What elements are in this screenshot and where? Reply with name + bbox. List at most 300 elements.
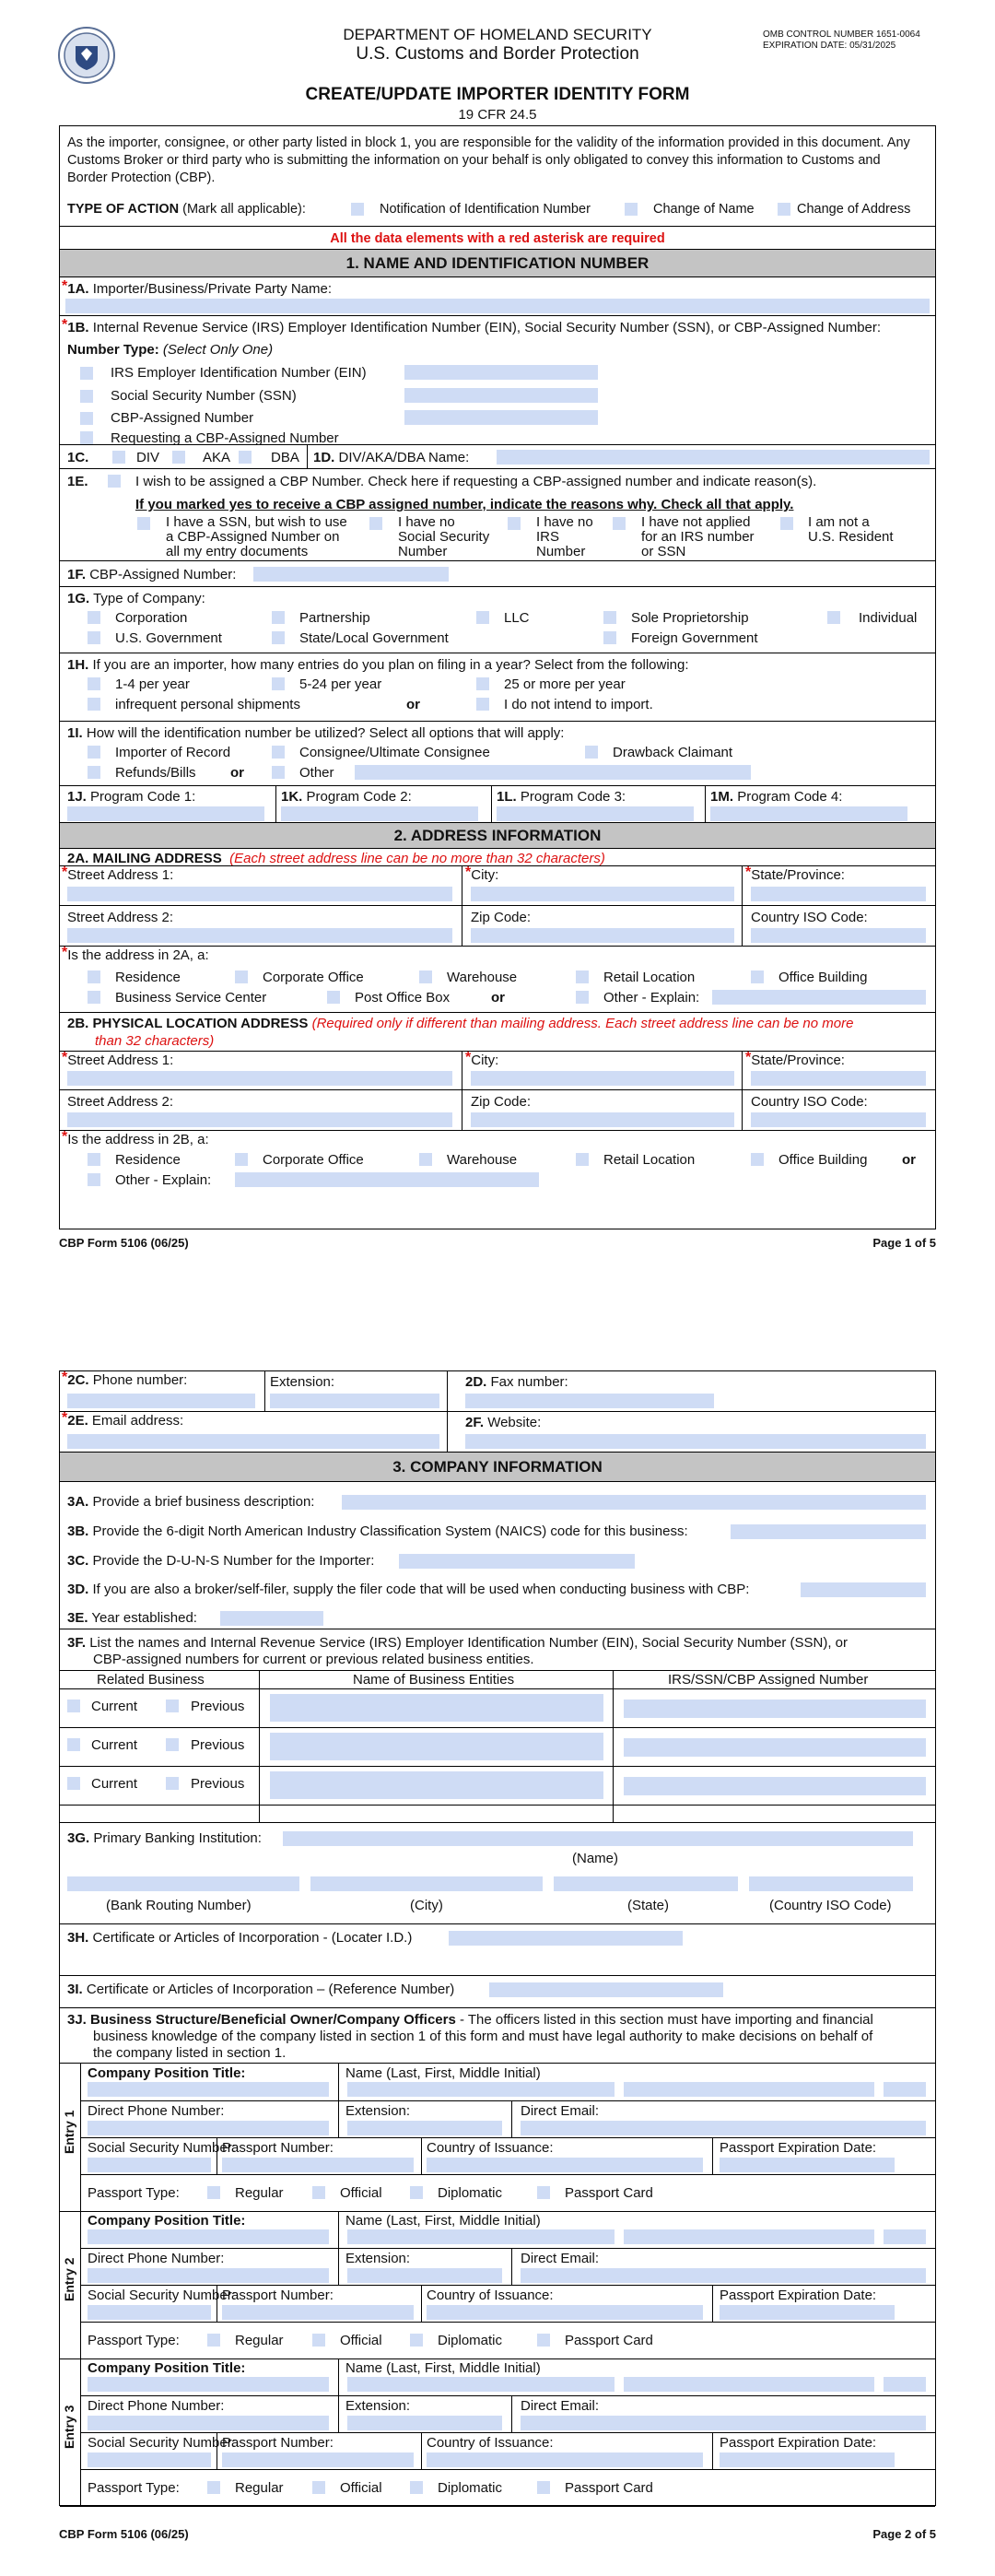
page-number-footer: Page 1 of 5	[872, 1236, 936, 1250]
row-2a-street1	[60, 865, 935, 906]
previous-label: Previous	[191, 1737, 245, 1753]
divider	[275, 786, 276, 823]
partnership-checkbox[interactable]	[272, 611, 285, 624]
current-label: Current	[91, 1699, 138, 1714]
direct-phone-input[interactable]	[88, 2121, 329, 2135]
city-caption: (City)	[410, 1898, 443, 1913]
action-notification-checkbox[interactable]	[351, 203, 364, 216]
divider	[338, 2064, 339, 2100]
other-usage-checkbox[interactable]	[272, 766, 285, 779]
direct-email-input[interactable]	[521, 2268, 926, 2283]
mailing-zip-input[interactable]	[471, 928, 734, 943]
passport-diplomatic-label: Diplomatic	[438, 2480, 503, 2496]
passport-regular-checkbox[interactable]	[207, 2186, 220, 2199]
reason-no-irs-label: I have no IRS Number	[536, 514, 593, 560]
website-input[interactable]	[465, 1434, 926, 1449]
consignee-checkbox[interactable]	[272, 746, 285, 759]
business-id-input[interactable]	[624, 1777, 926, 1795]
2b-residence-label: Residence	[115, 1152, 181, 1168]
street2-label: Street Address 2:	[67, 1094, 174, 1110]
importer-of-record-checkbox[interactable]	[88, 746, 100, 759]
page-1	[0, 0, 995, 1272]
divider	[742, 1090, 743, 1131]
col-id-number: IRS/SSN/CBP Assigned Number	[668, 1672, 869, 1688]
label-1m: 1M. Program Code 4:	[710, 789, 843, 805]
label-3e: 3E. Year established:	[67, 1610, 197, 1626]
passport-official-checkbox[interactable]	[312, 2186, 325, 2199]
passport-expiration-label: Passport Expiration Date:	[720, 2288, 877, 2303]
drawback-claimant-label: Drawback Claimant	[613, 745, 733, 760]
mailing-address-heading: 2A. MAILING ADDRESS (Each street address line can be no more than 32 characters)	[67, 851, 605, 866]
previous-checkbox[interactable]	[166, 1777, 179, 1790]
foreign-government-checkbox[interactable]	[603, 631, 616, 644]
divider	[742, 866, 743, 907]
drawback-claimant-checkbox[interactable]	[585, 746, 598, 759]
bank-routing-input[interactable]	[67, 1876, 299, 1891]
filer-code-input[interactable]	[801, 1582, 926, 1597]
2a-corporate-office-checkbox[interactable]	[235, 970, 248, 983]
or-text: or	[230, 765, 244, 781]
row-2b-street1	[60, 1052, 935, 1090]
divider	[712, 2285, 713, 2322]
label-1l: 1L. Program Code 3:	[497, 789, 626, 805]
current-checkbox[interactable]	[67, 1738, 80, 1751]
iso-label: Country ISO Code:	[751, 1094, 868, 1110]
business-name-input[interactable]	[270, 1771, 603, 1799]
country-issuance-input[interactable]	[427, 2452, 703, 2467]
label-3a: 3A. Provide a brief business description:	[67, 1494, 315, 1510]
mailing-street1-input[interactable]	[67, 887, 452, 901]
cbp-number-input[interactable]	[404, 410, 598, 425]
divider	[60, 1688, 935, 1689]
officer-entry-3	[60, 2358, 935, 2507]
physical-iso-input[interactable]	[751, 1112, 926, 1127]
business-name-input[interactable]	[270, 1733, 603, 1760]
label-3f-line2: CBP-assigned numbers for current or previous related business entities.	[93, 1652, 534, 1667]
row-2c-2d	[60, 1371, 935, 1412]
current-checkbox[interactable]	[67, 1700, 80, 1712]
row-2a-heading	[60, 849, 935, 865]
ssn-checkbox[interactable]	[80, 390, 93, 403]
ein-checkbox[interactable]	[80, 367, 93, 380]
email-input[interactable]	[67, 1434, 439, 1449]
entry-label: Entry 2	[62, 2257, 76, 2301]
label-3d: 3D. If you are also a broker/self-filer, supply the filer code that will be used when conducting business with CBP:	[67, 1582, 750, 1597]
2a-business-service-center-checkbox[interactable]	[88, 991, 100, 1004]
bank-state-input[interactable]	[554, 1876, 738, 1891]
passport-diplomatic-checkbox[interactable]	[410, 2481, 423, 2494]
passport-card-label: Passport Card	[565, 2333, 653, 2348]
section1-header: 1. NAME AND IDENTIFICATION NUMBER	[60, 250, 935, 277]
llc-checkbox[interactable]	[476, 611, 489, 624]
other-usage-input[interactable]	[355, 765, 751, 780]
reference-number-input[interactable]	[489, 1982, 723, 1997]
importer-of-record-label: Importer of Record	[115, 745, 231, 760]
passport-card-checkbox[interactable]	[537, 2186, 550, 2199]
ssn-label: Social Security Number (SSN)	[111, 388, 297, 404]
street2-label: Street Address 2:	[67, 910, 174, 925]
physical-address-heading: 2B. PHYSICAL LOCATION ADDRESS (Required only if different than mailing address. Each street address line can be no more	[67, 1016, 854, 1031]
reason-ssn-checkbox[interactable]	[137, 517, 150, 530]
label-3j-line3: the company listed in section 1.	[93, 2045, 287, 2061]
entries-1-4-checkbox[interactable]	[88, 677, 100, 690]
extension-input[interactable]	[270, 1394, 439, 1408]
passport-type-label: Passport Type:	[88, 2333, 180, 2348]
fax-input[interactable]	[465, 1394, 714, 1408]
current-label: Current	[91, 1776, 138, 1792]
state-label: *State/Province:	[745, 865, 845, 883]
corporation-label: Corporation	[115, 610, 188, 626]
reason-not-applied-label: I have not applied for an IRS number or SSN	[641, 514, 755, 560]
label-2e: *2E. Email address:	[62, 1410, 184, 1429]
2a-other-label: Other - Explain:	[603, 990, 700, 1006]
mailing-city-input[interactable]	[471, 887, 734, 901]
physical-address-note: than 32 characters)	[95, 1033, 215, 1049]
row-1f	[60, 561, 935, 587]
direct-phone-input[interactable]	[88, 2268, 329, 2283]
2a-residence-checkbox[interactable]	[88, 970, 100, 983]
business-name-input[interactable]	[270, 1694, 603, 1722]
or-text: or	[902, 1152, 916, 1168]
passport-type-label: Passport Type:	[88, 2480, 180, 2496]
aka-checkbox[interactable]	[172, 451, 185, 464]
passport-expiration-input[interactable]	[720, 2452, 895, 2467]
2b-retail-location-checkbox[interactable]	[576, 1153, 589, 1166]
reason-not-resident-checkbox[interactable]	[780, 517, 793, 530]
label-1d: 1D. DIV/AKA/DBA Name:	[313, 450, 470, 465]
ssn-input[interactable]	[404, 388, 598, 403]
bank-city-input[interactable]	[310, 1876, 543, 1891]
col-business-name: Name of Business Entities	[353, 1672, 515, 1688]
passport-expiration-input[interactable]	[720, 2158, 895, 2172]
divider	[338, 2248, 339, 2285]
position-title-input[interactable]	[88, 2377, 329, 2392]
divider	[60, 1670, 935, 1671]
row-2e-2f	[60, 1412, 935, 1453]
country-issuance-input[interactable]	[427, 2158, 703, 2172]
passport-diplomatic-label: Diplomatic	[438, 2333, 503, 2348]
year-established-input[interactable]	[220, 1611, 323, 1626]
2a-office-building-label: Office Building	[778, 970, 868, 985]
divider	[421, 2285, 422, 2322]
type-of-action-label: TYPE OF ACTION (Mark all applicable):	[67, 202, 306, 217]
2a-warehouse-checkbox[interactable]	[419, 970, 432, 983]
foreign-government-label: Foreign Government	[631, 630, 758, 646]
program-code-3-input[interactable]	[497, 806, 694, 821]
individual-checkbox[interactable]	[827, 611, 840, 624]
previous-checkbox[interactable]	[166, 1738, 179, 1751]
divider	[80, 2100, 935, 2101]
label-1k: 1K. Program Code 2:	[281, 789, 412, 805]
officer-ssn-input[interactable]	[88, 2452, 211, 2467]
locater-id-input[interactable]	[449, 1931, 683, 1946]
refunds-bills-checkbox[interactable]	[88, 766, 100, 779]
divider	[712, 2137, 713, 2174]
label-1j: 1J. Program Code 1:	[67, 789, 196, 805]
passport-diplomatic-label: Diplomatic	[438, 2185, 503, 2201]
current-checkbox[interactable]	[67, 1777, 80, 1790]
divider	[421, 2432, 422, 2469]
iso-caption: (Country ISO Code)	[769, 1898, 892, 1913]
cfr-reference: 19 CFR 24.5	[458, 107, 537, 123]
physical-city-input[interactable]	[471, 1071, 734, 1086]
divider	[447, 1412, 448, 1453]
passport-official-checkbox[interactable]	[312, 2481, 325, 2494]
passport-number-input[interactable]	[222, 2452, 414, 2467]
divider	[338, 2211, 339, 2248]
2b-office-building-checkbox[interactable]	[751, 1153, 764, 1166]
dba-checkbox[interactable]	[239, 451, 252, 464]
ein-label: IRS Employer Identification Number (EIN)	[111, 365, 367, 381]
entries-5-24-checkbox[interactable]	[272, 677, 285, 690]
2b-other-label: Other - Explain:	[115, 1172, 212, 1188]
passport-card-checkbox[interactable]	[537, 2481, 550, 2494]
2b-residence-checkbox[interactable]	[88, 1153, 100, 1166]
direct-email-input[interactable]	[521, 2416, 926, 2430]
program-code-2-input[interactable]	[281, 806, 478, 821]
reason-not-resident-label: I am not a U.S. Resident	[808, 514, 894, 546]
mailing-state-input[interactable]	[751, 887, 926, 901]
physical-zip-input[interactable]	[471, 1112, 734, 1127]
naics-input[interactable]	[731, 1524, 926, 1539]
physical-state-input[interactable]	[751, 1071, 926, 1086]
2a-residence-label: Residence	[115, 970, 181, 985]
direct-email-label: Direct Email:	[521, 2398, 600, 2414]
label-3j: 3J. Business Structure/Beneficial Owner/Company Officers - The officers listed in this section must have importing and financial	[67, 2012, 873, 2028]
direct-email-input[interactable]	[521, 2121, 926, 2135]
other-usage-label: Other	[299, 765, 334, 781]
direct-phone-input[interactable]	[88, 2416, 329, 2430]
action-change-name-label: Change of Name	[653, 202, 755, 217]
2a-retail-location-label: Retail Location	[603, 970, 696, 985]
reason-not-applied-checkbox[interactable]	[613, 517, 626, 530]
llc-label: LLC	[504, 610, 530, 626]
2a-retail-location-checkbox[interactable]	[576, 970, 589, 983]
middle-initial-input[interactable]	[884, 2082, 926, 2097]
cbp-assigned-number-input[interactable]	[253, 567, 449, 582]
request-cbp-checkbox[interactable]	[80, 431, 93, 444]
passport-card-checkbox[interactable]	[537, 2334, 550, 2347]
extension-input[interactable]	[347, 2121, 502, 2135]
divider	[511, 2100, 512, 2137]
divider	[742, 906, 743, 947]
extension-input[interactable]	[347, 2416, 502, 2430]
2a-office-building-checkbox[interactable]	[751, 970, 764, 983]
state-local-government-checkbox[interactable]	[272, 631, 285, 644]
form-number-footer: CBP Form 5106 (06/25)	[59, 1236, 189, 1250]
divider	[60, 1766, 935, 1767]
row-1c-1d	[60, 445, 935, 469]
2b-warehouse-checkbox[interactable]	[419, 1153, 432, 1166]
reason-no-irs-checkbox[interactable]	[508, 517, 521, 530]
us-government-label: U.S. Government	[115, 630, 222, 646]
label-3i: 3I. Certificate or Articles of Incorporation – (Reference Number)	[67, 1982, 455, 1997]
us-government-checkbox[interactable]	[88, 631, 100, 644]
bank-name-caption: (Name)	[572, 1851, 619, 1866]
passport-number-label: Passport Number:	[222, 2140, 334, 2156]
divider	[491, 786, 492, 823]
business-id-input[interactable]	[624, 1700, 926, 1718]
sole-proprietorship-checkbox[interactable]	[603, 611, 616, 624]
sole-proprietorship-label: Sole Proprietorship	[631, 610, 749, 626]
agency-name: U.S. Customs and Border Protection	[356, 44, 639, 64]
mailing-iso-input[interactable]	[751, 928, 926, 943]
2a-warehouse-label: Warehouse	[447, 970, 518, 985]
passport-regular-checkbox[interactable]	[207, 2481, 220, 2494]
infrequent-shipments-checkbox[interactable]	[88, 698, 100, 711]
corporation-checkbox[interactable]	[88, 611, 100, 624]
row-1b	[60, 316, 935, 445]
program-code-4-input[interactable]	[710, 806, 907, 821]
middle-initial-input[interactable]	[884, 2229, 926, 2244]
or-text: or	[491, 990, 505, 1006]
divider	[613, 1670, 614, 1823]
officer-ssn-input[interactable]	[88, 2305, 211, 2320]
last-name-input[interactable]	[347, 2377, 615, 2392]
2b-office-building-label: Office Building	[778, 1152, 868, 1168]
first-name-input[interactable]	[624, 2082, 874, 2097]
reason-no-ssn-label: I have no Social Security Number	[398, 514, 490, 560]
no-import-checkbox[interactable]	[476, 698, 489, 711]
business-description-input[interactable]	[342, 1495, 926, 1510]
divider	[80, 2137, 935, 2138]
row-3f	[60, 1629, 935, 1823]
position-title-input[interactable]	[88, 2229, 329, 2244]
row-1h	[60, 653, 935, 722]
partnership-label: Partnership	[299, 610, 370, 626]
intro-block	[60, 126, 935, 226]
state-label: *State/Province:	[745, 1050, 845, 1068]
row-1a	[60, 277, 935, 316]
extension-label: Extension:	[345, 2251, 411, 2266]
state-local-government-label: State/Local Government	[299, 630, 449, 646]
reason-no-ssn-checkbox[interactable]	[369, 517, 382, 530]
first-name-input[interactable]	[624, 2229, 874, 2244]
2b-other-explain-input[interactable]	[235, 1172, 539, 1187]
current-label: Current	[91, 1737, 138, 1753]
phone-input[interactable]	[67, 1394, 255, 1408]
zip-label: Zip Code:	[471, 910, 532, 925]
passport-diplomatic-checkbox[interactable]	[410, 2186, 423, 2199]
mailing-street2-input[interactable]	[67, 928, 452, 943]
passport-expiration-label: Passport Expiration Date:	[720, 2140, 877, 2156]
request-cbp-number-checkbox[interactable]	[108, 475, 121, 488]
passport-expiration-input[interactable]	[720, 2305, 895, 2320]
divider	[80, 2322, 935, 2323]
passport-type-label: Passport Type:	[88, 2185, 180, 2201]
duns-input[interactable]	[399, 1554, 635, 1569]
form-number-footer: CBP Form 5106 (06/25)	[59, 2527, 189, 2541]
routing-caption: (Bank Routing Number)	[106, 1898, 252, 1913]
entries-5-24-label: 5-24 per year	[299, 676, 382, 692]
passport-official-checkbox[interactable]	[312, 2334, 325, 2347]
action-change-name-checkbox[interactable]	[625, 203, 638, 216]
importer-name-input[interactable]	[65, 299, 930, 313]
entry-label: Entry 1	[62, 2110, 76, 2154]
2a-other-explain-input[interactable]	[712, 990, 926, 1005]
divider	[338, 2395, 339, 2432]
label-3g: 3G. Primary Banking Institution:	[67, 1830, 262, 1846]
label-1a: *1A. Importer/Business/Private Party Name:	[62, 278, 333, 297]
dba-name-input[interactable]	[497, 450, 930, 465]
extension-label: Extension:	[345, 2398, 411, 2414]
physical-street1-input[interactable]	[67, 1071, 452, 1086]
2b-corporate-office-checkbox[interactable]	[235, 1153, 248, 1166]
direct-email-label: Direct Email:	[521, 2103, 600, 2119]
action-change-address-checkbox[interactable]	[778, 203, 790, 216]
passport-diplomatic-checkbox[interactable]	[410, 2334, 423, 2347]
div-checkbox[interactable]	[112, 451, 125, 464]
bank-name-input[interactable]	[283, 1831, 913, 1846]
officer-ssn-input[interactable]	[88, 2158, 211, 2172]
row-3g	[60, 1823, 935, 1924]
previous-checkbox[interactable]	[166, 1700, 179, 1712]
label-3f: 3F. List the names and Internal Revenue Service (IRS) Employer Identification Number (EIN), Social Security Number (SSN), or	[67, 1635, 849, 1651]
ein-input[interactable]	[404, 365, 598, 380]
country-issuance-label: Country of Issuance:	[427, 2140, 554, 2156]
program-code-1-input[interactable]	[67, 806, 264, 821]
2a-business-service-center-label: Business Service Center	[115, 990, 267, 1006]
label-1b: *1B. Internal Revenue Service (IRS) Employer Identification Number (EIN), Social Security Number (SSN), or CBP-Assigned Number:	[62, 317, 882, 335]
country-issuance-input[interactable]	[427, 2305, 703, 2320]
passport-number-input[interactable]	[222, 2158, 414, 2172]
2a-po-box-label: Post Office Box	[355, 990, 451, 1006]
2a-other-checkbox[interactable]	[576, 991, 589, 1004]
business-id-input[interactable]	[624, 1738, 926, 1757]
2a-po-box-checkbox[interactable]	[327, 991, 340, 1004]
label-1i: 1I. How will the identification number be utilized? Select all options that will apply:	[67, 725, 565, 741]
divider	[80, 2469, 935, 2470]
passport-official-label: Official	[340, 2333, 382, 2348]
passport-official-label: Official	[340, 2480, 382, 2496]
2b-retail-location-label: Retail Location	[603, 1152, 696, 1168]
label-3c: 3C. Provide the D-U-N-S Number for the Importer:	[67, 1553, 375, 1569]
extension-input[interactable]	[347, 2268, 502, 2283]
city-label: *City:	[465, 1050, 499, 1068]
row-program-codes	[60, 786, 935, 823]
divider	[60, 1727, 935, 1728]
entries-25-plus-checkbox[interactable]	[476, 677, 489, 690]
position-title-label: Company Position Title:	[88, 2213, 246, 2229]
label-3h: 3H. Certificate or Articles of Incorporation - (Locater I.D.)	[67, 1930, 413, 1946]
label-1g: 1G. Type of Company:	[67, 591, 205, 606]
cbp-number-checkbox[interactable]	[80, 412, 93, 425]
bank-iso-input[interactable]	[749, 1876, 913, 1891]
or-text: or	[406, 697, 420, 712]
2b-other-checkbox[interactable]	[88, 1173, 100, 1186]
page-number-footer: Page 2 of 5	[872, 2527, 936, 2541]
divider	[259, 1670, 260, 1823]
passport-number-input[interactable]	[222, 2305, 414, 2320]
page2-form-frame	[59, 1370, 936, 2506]
row-3j-heading	[60, 2007, 935, 2063]
first-name-input[interactable]	[624, 2377, 874, 2392]
page-2	[0, 1272, 995, 2576]
street1-label: *Street Address 1:	[62, 1050, 174, 1068]
passport-regular-checkbox[interactable]	[207, 2334, 220, 2347]
middle-initial-input[interactable]	[884, 2377, 926, 2392]
row-2b-type	[60, 1131, 935, 1229]
position-title-input[interactable]	[88, 2082, 329, 2097]
last-name-input[interactable]	[347, 2229, 615, 2244]
last-name-input[interactable]	[347, 2082, 615, 2097]
physical-street2-input[interactable]	[67, 1112, 452, 1127]
label-1c: 1C.	[67, 450, 89, 465]
intro-text: As the importer, consignee, or other party listed in block 1, you are responsible for the validity of the information provided in this document. Any Customs Broker or third party who is submitting the information on your behalf is only obligated to convey this information to Customs and Border Protection (CBP).	[67, 135, 910, 185]
divider	[80, 2174, 935, 2175]
omb-number: OMB CONTROL NUMBER 1651-0064	[763, 29, 920, 40]
direct-email-label: Direct Email:	[521, 2251, 600, 2266]
